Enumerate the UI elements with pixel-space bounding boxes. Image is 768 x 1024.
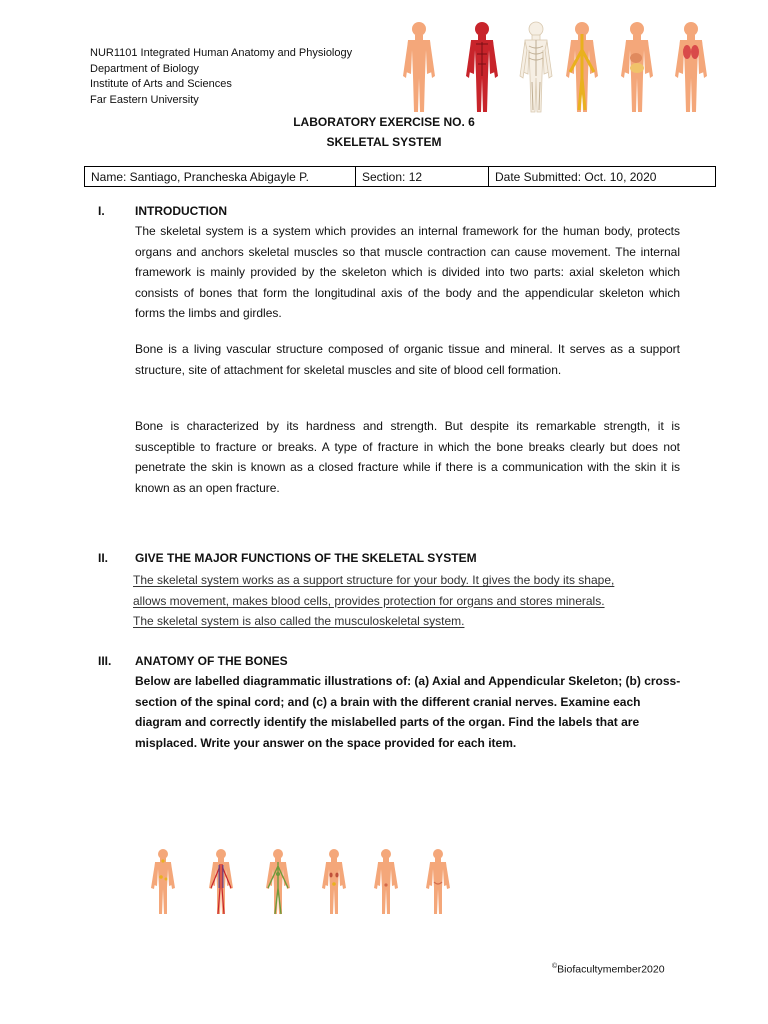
university-name: Far Eastern University [90, 93, 199, 106]
figure-muscular [466, 22, 498, 112]
institute-name: Institute of Arts and Sciences [90, 78, 232, 90]
copyright-owner: Biofacultymember2020 [557, 963, 665, 976]
course-name: NUR1101 Integrated Human Anatomy and Physiology [90, 47, 353, 59]
body-systems-illustration-top [392, 16, 722, 114]
copyright-symbol: © [552, 963, 558, 970]
figure-reproductive-female [426, 849, 450, 914]
figure-reproductive-male [374, 849, 398, 914]
figure-respiratory [675, 22, 707, 112]
answer-line-3: The skeletal system is also called the musculoskeletal system. [133, 614, 465, 628]
figure-skeletal [520, 22, 552, 112]
section-title: ANATOMY OF THE BONES [135, 654, 288, 668]
student-name-cell: Name: Santiago, Prancheska Abigayle P. [85, 167, 356, 187]
date-submitted-cell: Date Submitted: Oct. 10, 2020 [489, 167, 716, 187]
functions-answer [133, 570, 685, 632]
body-systems-illustration-bottom [136, 846, 466, 916]
answer-line-1: The skeletal system works as a support structure for your body. It gives the body its shape, [133, 573, 615, 587]
figure-endocrine [151, 849, 175, 914]
figure-skin [403, 22, 435, 112]
section-cell: Section: 12 [356, 167, 489, 187]
section-number: II. [98, 551, 109, 565]
exercise-number: LABORATORY EXERCISE NO. 6 [293, 115, 475, 129]
exercise-topic: SKELETAL SYSTEM [326, 135, 442, 149]
anatomy-instructions: Below are labelled diagrammatic illustrations of: (a) Axial and Appendicular Skeleton; (b) cross-section of the spinal cord; and (c) a brain with the different cranial nerves. Examine each diagram and correctly identify the mislabelled parts of the organ. Find the labels that are misplaced. Write your answer on the space provided for each item. [135, 674, 681, 750]
section-number: I. [98, 204, 105, 218]
student-info-row [85, 167, 716, 187]
figure-circulatory [209, 849, 233, 914]
intro-paragraph-2: Bone is a living vascular structure composed of organic tissue and mineral. It serves as a support structure, site of attachment for skeletal muscles and site of blood cell formation. [135, 342, 680, 377]
figure-digestive [621, 22, 653, 112]
section-title: GIVE THE MAJOR FUNCTIONS OF THE SKELETAL SYSTEM [135, 551, 477, 565]
intro-paragraph-3: Bone is characterized by its hardness and strength. But despite its remarkable strength, it is susceptible to fracture or breaks. A type of fracture in which the bone breaks clearly but does not penetrate the skin is known as a closed fracture while if there is a communication with the skin it is known as an open fracture. [135, 419, 680, 495]
department-name: Department of Biology [90, 62, 199, 75]
document-header [90, 46, 352, 108]
intro-paragraph-1: The skeletal system is a system which provides an internal framework for the human body, protects organs and anchors skeletal muscles so that muscle contraction can cause movement. The internal framework is mainly provided by the skeleton which is divided into two parts: axial skeleton which consists of bones that form the longitudinal axis of the body and the appendicular skeleton which forms the limbs and girdles. [135, 224, 680, 320]
copyright-notice [552, 963, 665, 976]
student-info-table [84, 166, 716, 187]
answer-line-2: allows movement, makes blood cells, provides protection for organs and stores minerals. [133, 593, 605, 608]
figure-urinary [322, 849, 346, 914]
section-number: III. [98, 654, 112, 668]
section-title: INTRODUCTION [135, 204, 227, 218]
figure-nervous [566, 22, 598, 112]
figure-lymphatic [266, 849, 290, 914]
exercise-title [0, 112, 768, 152]
